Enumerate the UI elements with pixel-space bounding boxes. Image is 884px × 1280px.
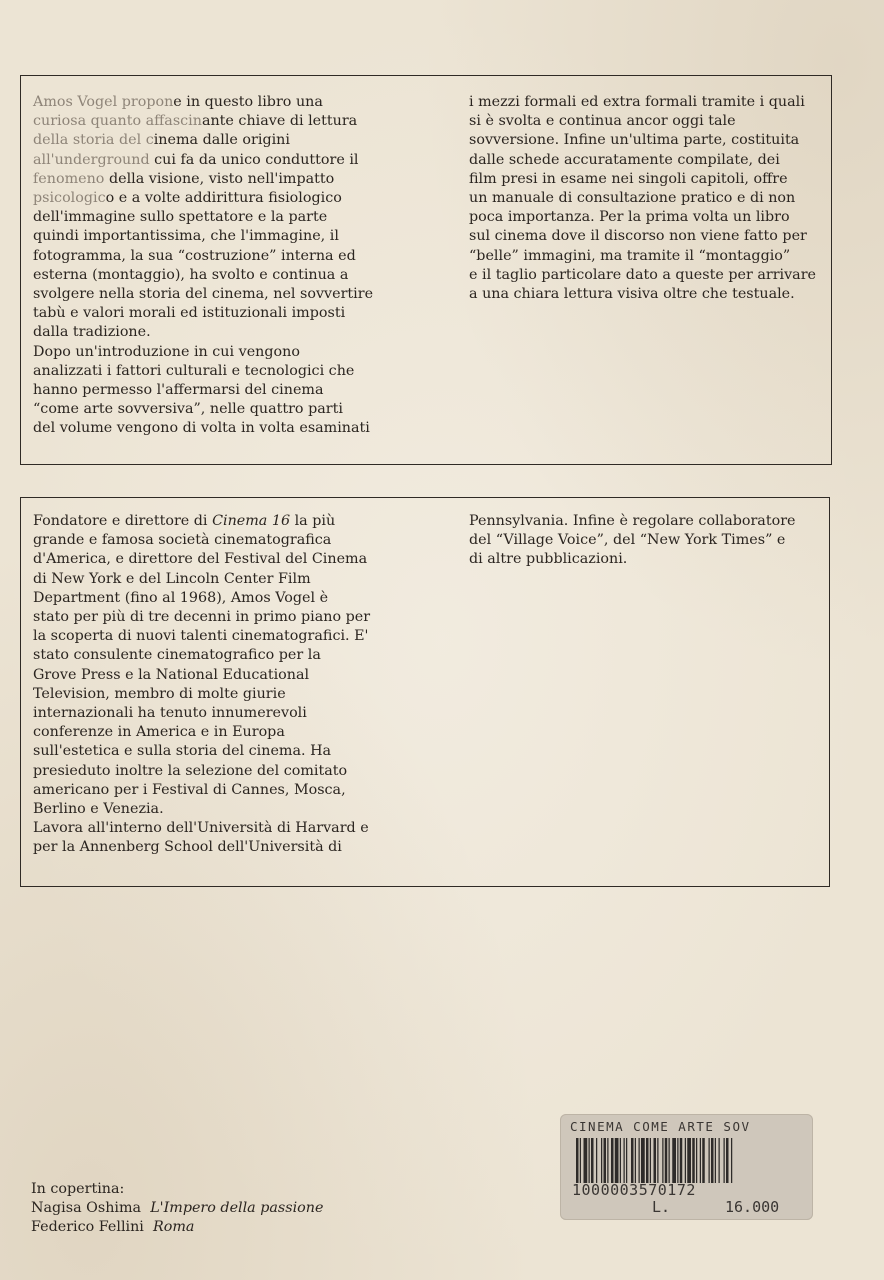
text-line: si è svolta e continua ancor oggi tale	[469, 113, 736, 130]
barcode-bar	[601, 1138, 602, 1183]
barcode-bar	[687, 1138, 691, 1183]
text-line: Amos Vogel propone in questo libro una	[33, 94, 323, 110]
barcode-bar	[726, 1138, 729, 1183]
barcode-bar	[665, 1138, 668, 1183]
text-line: all'underground cui fa da unico conduttore il	[33, 151, 359, 168]
text-line: Grove Press e la National Educational	[33, 666, 310, 683]
description-left-column	[33, 93, 373, 439]
text-line: Berlino e Venezia.	[33, 801, 164, 818]
text-line: dell'immagine sullo spettatore e la parte	[33, 209, 328, 226]
text-line: sul cinema dove il discorso non viene fatto per	[469, 228, 807, 245]
sticker-title: CINEMA COME ARTE SOV	[570, 1119, 751, 1134]
price-currency: L.	[652, 1198, 671, 1216]
text-line: internazionali ha tenuto innumerevoli	[33, 705, 307, 722]
barcode-bar	[696, 1138, 697, 1183]
barcode-bar	[685, 1138, 686, 1183]
barcode-bar	[591, 1138, 594, 1183]
barcode-number: 1000003570172	[572, 1181, 696, 1199]
price-sticker	[560, 1114, 813, 1220]
author-bio-left-column	[33, 512, 370, 858]
text-line: grande e famosa società cinematografica	[33, 532, 332, 549]
barcode-bar	[607, 1138, 608, 1183]
text-line: “belle” immagini, ma tramite il “montaggio”	[469, 247, 791, 264]
barcode-bar	[719, 1138, 720, 1183]
text-line: e il taglio particolare dato a queste per arrivare	[469, 266, 816, 283]
text-line: per la Annenberg School dell'Università di	[33, 839, 342, 856]
barcode-bar	[677, 1138, 678, 1183]
barcode-bar	[646, 1138, 649, 1183]
price-value: 16.000	[725, 1198, 780, 1216]
text-line: del “Village Voice”, del “New York Times” e	[469, 532, 786, 549]
credit-director: Federico Fellini	[31, 1219, 144, 1236]
text-line: svolgere nella storia del cinema, nel sovvertire	[33, 286, 374, 303]
text-line: di altre pubblicazioni.	[469, 551, 628, 568]
barcode-bar	[624, 1138, 625, 1183]
barcode-bar	[680, 1138, 683, 1183]
barcode-bar	[596, 1138, 597, 1183]
text-line: la scoperta di nuovi talenti cinematografici. E'	[33, 628, 369, 645]
barcode-bar	[657, 1138, 658, 1183]
barcode-bar	[631, 1138, 634, 1183]
description-box	[20, 75, 832, 465]
text-line: americano per i Festival di Cannes, Mosca,	[33, 781, 346, 798]
barcode	[570, 1138, 802, 1183]
text-line: poca importanza. Per la prima volta un libro	[469, 209, 790, 226]
barcode-bar	[641, 1138, 645, 1183]
barcode-bar	[589, 1138, 590, 1183]
barcode-bar	[650, 1138, 651, 1183]
barcode-bar	[635, 1138, 636, 1183]
barcode-bar	[584, 1138, 588, 1183]
credits-heading: In copertina:	[31, 1181, 125, 1197]
barcode-bar	[580, 1138, 581, 1183]
text-line: fenomeno della visione, visto nell'impatto	[33, 170, 335, 187]
credit-line	[31, 1199, 323, 1218]
text-line: fotogramma, la sua “costruzione” interna ed	[33, 247, 356, 264]
text-line: Pennsylvania. Infine è regolare collaboratore	[469, 513, 796, 529]
barcode-bar	[620, 1138, 621, 1183]
text-line: sull'estetica e sulla storia del cinema. Ha	[33, 743, 332, 760]
cover-credits	[31, 1180, 323, 1238]
barcode-bar	[692, 1138, 695, 1183]
barcode-bar	[711, 1138, 714, 1183]
barcode-bar	[662, 1138, 663, 1183]
credit-director: Nagisa Oshima	[31, 1200, 142, 1217]
bio-line-prefix: Fondatore e direttore di	[33, 513, 213, 529]
text-line: del volume vengono di volta in volta esaminati	[33, 420, 370, 437]
barcode-bar	[715, 1138, 716, 1183]
text-line: esterna (montaggio), ha svolto e continua a	[33, 266, 349, 283]
text-line: dalle schede accuratamente compilate, dei	[469, 151, 780, 168]
barcode-bar	[709, 1138, 710, 1183]
text-line: dalla tradizione.	[33, 324, 151, 341]
text-line: analizzati i fattori culturali e tecnologici che	[33, 362, 355, 379]
text-line: Department (fino al 1968), Amos Vogel è	[33, 589, 329, 606]
author-bio-box	[20, 497, 830, 887]
text-line: di New York e del Lincoln Center Film	[33, 570, 311, 587]
magazine-title: Cinema 16	[212, 513, 291, 529]
barcode-bar	[731, 1138, 732, 1183]
text-line: hanno permesso l'affermarsi del cinema	[33, 382, 324, 399]
barcode-bar	[576, 1138, 579, 1183]
barcode-bar	[724, 1138, 725, 1183]
text-line: Lavora all'interno dell'Università di Harvard e	[33, 820, 369, 837]
text-line: Dopo un'introduzione in cui vengono	[33, 343, 300, 360]
text-line: presieduto inoltre la selezione del comitato	[33, 762, 348, 779]
text-line: sovversione. Infine un'ultima parte, costituita	[469, 132, 800, 149]
barcode-bar	[626, 1138, 627, 1183]
barcode-bar	[615, 1138, 619, 1183]
text-line: stato per più di tre decenni in primo piano per	[33, 609, 371, 626]
bio-line	[33, 512, 370, 531]
text-line: film presi in esame nei singoli capitoli, offre	[469, 170, 788, 187]
barcode-bar	[672, 1138, 676, 1183]
text-line: conferenze in America e in Europa	[33, 724, 285, 741]
text-line: un manuale di consultazione pratico e di non	[469, 190, 796, 207]
text-line: “come arte sovversiva”, nelle quattro parti	[33, 401, 343, 418]
barcode-bar	[611, 1138, 614, 1183]
text-line: stato consulente cinematografico per la	[33, 647, 321, 664]
barcode-bar	[702, 1138, 705, 1183]
barcode-bar	[604, 1138, 607, 1183]
description-right-column	[469, 93, 816, 304]
text-line: i mezzi formali ed extra formali tramite i quali	[469, 94, 805, 110]
text-line: a una chiara lettura visiva oltre che testuale.	[469, 286, 795, 303]
credit-line	[31, 1218, 323, 1237]
text-line: quindi importantissima, che l'immagine, il	[33, 228, 339, 245]
bio-line-suffix: la più	[290, 513, 336, 529]
author-bio-right-column	[469, 512, 795, 570]
text-line: Television, membro di molte giurie	[33, 685, 286, 702]
barcode-bar	[639, 1138, 640, 1183]
barcode-bar	[654, 1138, 657, 1183]
text-line: psicologico e a volte addirittura fisiologico	[33, 190, 342, 207]
barcode-bar	[700, 1138, 701, 1183]
text-line: della storia del cinema dalle origini	[33, 132, 290, 149]
text-line: tabù e valori morali ed istituzionali imposti	[33, 305, 346, 322]
credit-film-title: Roma	[152, 1219, 195, 1236]
text-line: curiosa quanto affascinante chiave di lettura	[33, 113, 358, 130]
credit-film-title: L'Impero della passione	[150, 1200, 324, 1217]
text-line: d'America, e direttore del Festival del Cinema	[33, 551, 368, 568]
barcode-bar	[669, 1138, 670, 1183]
